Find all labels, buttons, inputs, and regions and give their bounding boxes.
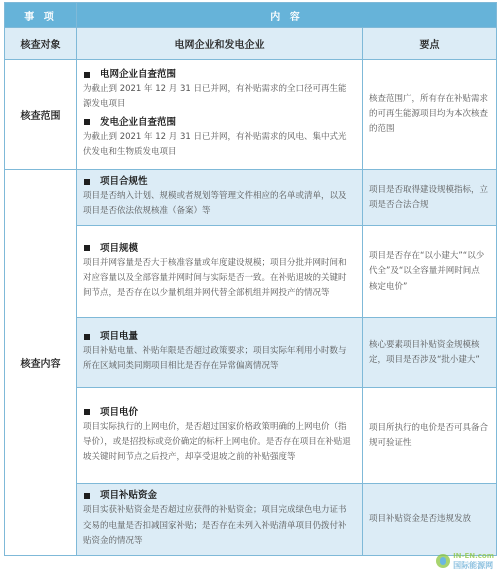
watermark [436,552,494,570]
verification-table [4,2,497,556]
content-point: 项目是否存在“以小建大”“以少代全”及“以全容量并网时间点核定电价” [363,226,497,318]
scope-item-desc: 为截止到 2021 年 12 月 31 日已并网，有补贴需求的全口径可再生能源发电项目 [83,84,347,110]
bullet-icon [84,119,90,125]
content-point: 项目所执行的电价是否可具备合规可验证性 [363,388,497,484]
scope-content [77,60,363,170]
content-row [5,484,497,556]
bullet-icon [84,245,90,251]
content-item-desc: 项目实获补贴资金是否超过应获得的补贴资金；项目完成绿色电力证书交易的电量是否扣减国家补贴；是否存在未列入补贴清单项目仍拨付补贴资金的情况等 [83,505,347,546]
content-item-title: 项目电价 [83,405,354,420]
content-item [77,170,363,226]
content-item-desc: 项目补贴电量、补贴年限是否超过政策要求；项目实际年利用小时数与所在区域同类同期项目相比是否存在异常偏离情况等 [83,346,347,372]
content-item-desc: 项目并网容量是否大于核准容量或年度建设规模；项目分批并网时间和对应容量以及全部容量并网时间与实际是否一致。在补贴退坡的关键时间节点，是否存在以少量机组并网代替全部机组并网投产的情况等 [83,257,347,298]
content-item-title: 项目规模 [83,241,354,256]
content-item-desc: 项目实际执行的上网电价，是否超过国家价格政策明确的上网电价（指导价），或是招投标或竞价确定的标杆上网电价。是否存在项目在补贴退坡关键时间节点之后投产，却享受退坡之前的补贴强度等 [83,421,351,462]
content-label: 核查内容 [5,170,77,556]
scope-label: 核查范围 [5,60,77,170]
content-item-title: 项目补贴资金 [83,488,354,503]
content-item-desc: 项目是否纳入计划、规模或者规划等管理文件相应的名单或清单，以及项目是否依法依规核准（备案）等 [83,191,347,217]
content-point: 核心要素项目补贴资金规模核定，项目是否涉及“批小建大” [363,318,497,388]
content-item [77,318,363,388]
scope-item-title: 发电企业自查范围 [83,115,354,130]
content-point: 项目补贴资金是否违规发放 [363,484,497,556]
content-item-title: 项目合规性 [83,174,354,189]
subheader-points: 要点 [363,28,497,60]
subheader-object: 核查对象 [5,28,77,60]
in-en-logo-icon [436,554,450,568]
verification-table-frame [4,2,496,570]
subheader-enterprise: 电网企业和发电企业 [77,28,363,60]
bullet-icon [84,409,90,415]
bullet-icon [84,72,90,78]
header-item: 事 项 [5,3,77,28]
content-item [77,226,363,318]
bullet-icon [84,334,90,340]
scope-item-title: 电网企业自查范围 [83,67,354,82]
content-item [77,388,363,484]
subheader-row [5,28,497,60]
bullet-icon [84,179,90,185]
content-item [77,484,363,556]
scope-point: 核查范围广，所有存在补贴需求的可再生能源项目均为本次核查的范围 [363,60,497,170]
header-row [5,3,497,28]
header-content: 内 容 [77,3,497,28]
content-row [5,318,497,388]
content-row [5,170,497,226]
bullet-icon [84,493,90,499]
content-row [5,226,497,318]
scope-row [5,60,497,170]
content-row [5,388,497,484]
watermark-name: 国际能源网 [453,561,494,570]
scope-item-desc: 为截止到 2021 年 12 月 31 日已并网，有补贴需求的风电、集中式光伏发电和生物质发电项目 [83,131,347,157]
content-item-title: 项目电量 [83,329,354,344]
content-point: 项目是否取得建设规模指标，立项是否合法合规 [363,170,497,226]
watermark-url: IN-EN.com [453,552,494,560]
